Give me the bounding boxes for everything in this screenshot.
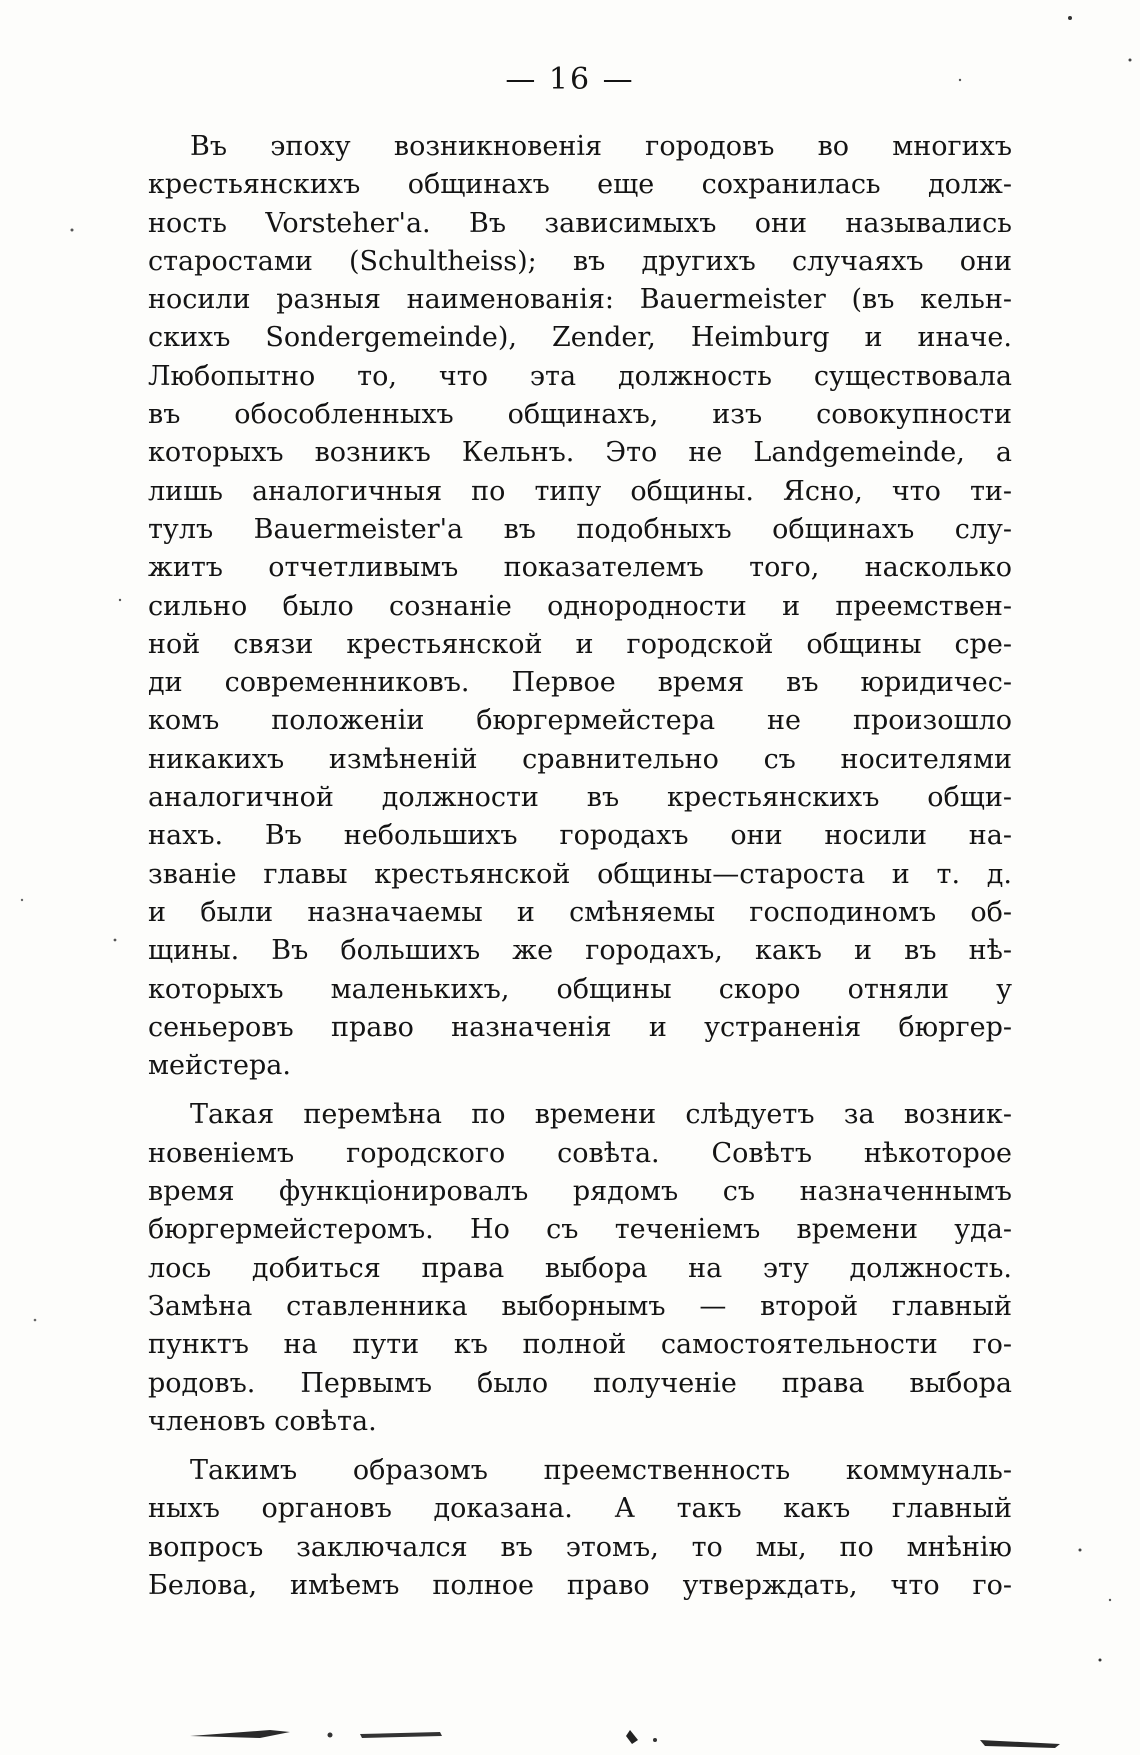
text-line: которыхъ возникъ Кельнъ. Это не Landgemeinde, а [148,437,1012,469]
text-line: которыхъ маленькихъ, общины скоро отняли у [148,973,1012,1005]
text-line: тулъ Bauermeister'а въ подобныхъ общинахъ слу- [148,513,1012,545]
text-line: Въ эпоху возникновенія городовъ во многихъ [190,131,1012,162]
text-line: званіе главы крестьянской общины—староста и т. д. [148,858,1012,890]
text-line: вопросъ заключался въ этомъ, то мы, по мнѣнію [148,1531,1012,1563]
text-line: Такая перемѣна по времени слѣдуетъ за возник- [190,1099,1012,1131]
text-line: ныхъ органовъ доказана. А такъ какъ главный [148,1493,1012,1525]
text-line: житъ отчетливымъ показателемъ того, насколько [148,552,1012,584]
text-line: скихъ Sondergemeinde), Zender, Heimburg и иначе. [148,322,1012,354]
text-line: носили разныя наименованія: Bauermeister (въ кельн- [148,284,1012,316]
text-line: комъ положеніи бюргермейстера не произошло [148,705,1012,737]
text-line: старостами (Schultheiss); въ другихъ случаяхъ они [148,245,1012,277]
text-line: сильно было сознаніе однородности и преемствен- [148,590,1012,622]
text-line: членовъ совѣта. [148,1405,377,1437]
text-line: ди современниковъ. Первое время въ юридичес- [148,667,1012,699]
text-line: бюргермейстеромъ. Но съ теченіемъ времени уда- [148,1214,1012,1246]
text-line: никакихъ измѣненій сравнительно съ носителями [148,743,1012,775]
page-number: — 16 — [505,62,635,97]
text-line: Такимъ образомъ преемственность коммуналь- [190,1455,1012,1487]
paragraph-1 [148,128,1012,1085]
text-line: аналогичной должности въ крестьянскихъ общи- [148,782,1012,814]
text-line: крестьянскихъ общинахъ еще сохранилась долж- [148,169,1012,201]
text-line: ность Vorsteher'а. Въ зависимыхъ они назывались [148,207,1012,239]
text-line: Белова, имѣемъ полное право утверждать, что го- [148,1569,1012,1601]
text-line: щины. Въ большихъ же городахъ, какъ и въ нѣ- [148,935,1012,967]
text-line: Замѣна ставленника выборнымъ — второй главный [148,1290,1012,1322]
text-line: лось добиться права выбора на эту должность. [148,1252,1012,1284]
text-line: Любопытно то, что эта должность существовала [148,360,1012,392]
paragraph-2 [148,1096,1012,1441]
text-line: сеньеровъ право назначенія и устраненія бюргер- [148,1011,1012,1043]
text-line: нахъ. Въ небольшихъ городахъ они носили на- [148,820,1012,852]
paragraph-3 [148,1452,1012,1605]
body-text [148,128,1012,1616]
text-line: въ обособленныхъ общинахъ, изъ совокупности [148,399,1012,431]
text-line: новеніемъ городского совѣта. Совѣтъ нѣкоторое [148,1137,1012,1169]
text-line: родовъ. Первымъ было полученіе права выбора [148,1367,1012,1399]
print-smudge [180,1720,1080,1750]
text-line: пунктъ на пути къ полной самостоятельности го- [148,1329,1012,1361]
text-line: время функціонировалъ рядомъ съ назначеннымъ [148,1176,1012,1208]
text-line: лишь аналогичныя по типу общины. Ясно, что ти- [148,475,1012,507]
text-line: ной связи крестьянской и городской общины сре- [148,628,1012,660]
text-line: мейстера. [148,1050,291,1082]
text-line: и были назначаемы и смѣняемы господиномъ об- [148,896,1012,928]
